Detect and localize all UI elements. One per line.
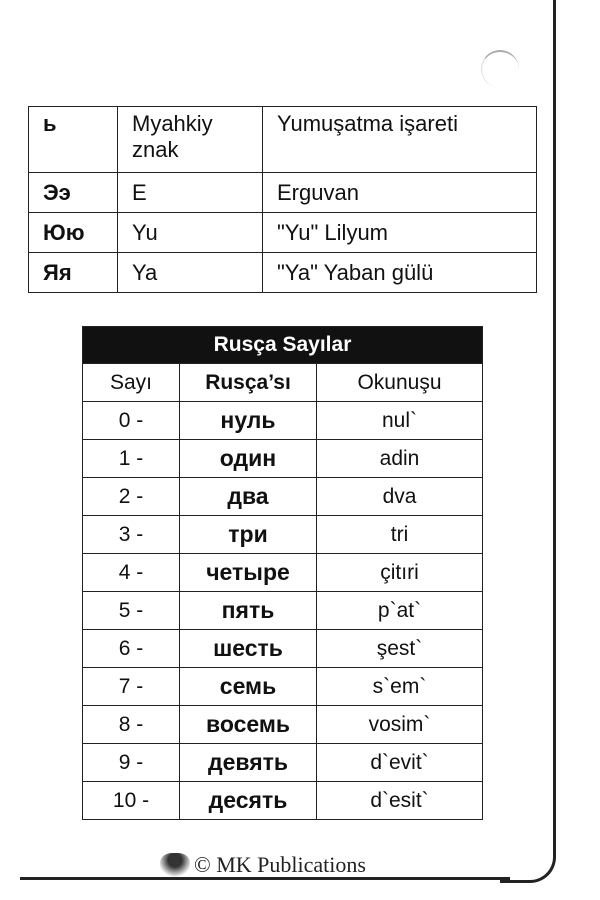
cell-pronunciation: adin: [317, 440, 483, 478]
card-edge: [553, 0, 556, 850]
cell-russian: девять: [180, 744, 317, 782]
numbers-table: [82, 326, 483, 820]
cell-number: 0 -: [83, 402, 180, 440]
cell-russian: шесть: [180, 630, 317, 668]
cell-pronunciation: s`em`: [317, 668, 483, 706]
cell-number: 6 -: [83, 630, 180, 668]
table-row: [83, 706, 483, 744]
cell-number: 7 -: [83, 668, 180, 706]
cell-pronunciation: d`evit`: [317, 744, 483, 782]
cell-russian: десять: [180, 782, 317, 820]
cell-pronunciation: tri: [317, 516, 483, 554]
publisher-logo-icon: [160, 853, 190, 877]
cell-russian: один: [180, 440, 317, 478]
table-row: [83, 440, 483, 478]
cell-russian: семь: [180, 668, 317, 706]
cell-russian: нуль: [180, 402, 317, 440]
cell-number: 1 -: [83, 440, 180, 478]
table-row: [83, 782, 483, 820]
card-corner: [500, 820, 556, 883]
table-row: [29, 107, 537, 173]
table-row: [83, 516, 483, 554]
footer: [160, 852, 366, 878]
cell-pronunciation: p`at`: [317, 592, 483, 630]
cell-pronunciation: çitıri: [317, 554, 483, 592]
cell-example: "Yu" Lilyum: [263, 213, 537, 253]
cell-example: Yumuşatma işareti: [263, 107, 537, 173]
cell-russian: три: [180, 516, 317, 554]
alphabet-table: [28, 106, 537, 293]
cell-letter: Ээ: [29, 173, 118, 213]
table-row: [83, 592, 483, 630]
cell-pronunciation: d`esit`: [317, 782, 483, 820]
cell-name: Myahkiy znak: [118, 107, 263, 173]
cell-pronunciation: vosim`: [317, 706, 483, 744]
table-row: [83, 668, 483, 706]
cell-number: 10 -: [83, 782, 180, 820]
cell-number: 5 -: [83, 592, 180, 630]
cell-pronunciation: dva: [317, 478, 483, 516]
cell-name: E: [118, 173, 263, 213]
cell-russian: пять: [180, 592, 317, 630]
table-row: [29, 213, 537, 253]
cell-letter: Яя: [29, 253, 118, 293]
cell-pronunciation: nul`: [317, 402, 483, 440]
cell-name: Ya: [118, 253, 263, 293]
cell-number: 8 -: [83, 706, 180, 744]
cell-russian: четыре: [180, 554, 317, 592]
header-row: [83, 364, 483, 402]
col-header: Rusça’sı: [180, 364, 317, 402]
cell-russian: два: [180, 478, 317, 516]
cell-number: 3 -: [83, 516, 180, 554]
table-row: [29, 253, 537, 293]
cell-letter: ь: [29, 107, 118, 173]
cell-letter: Юю: [29, 213, 118, 253]
cell-number: 9 -: [83, 744, 180, 782]
punch-hole: [481, 50, 519, 88]
table-row: [83, 630, 483, 668]
cell-example: Erguvan: [263, 173, 537, 213]
cell-number: 4 -: [83, 554, 180, 592]
table-row: [83, 478, 483, 516]
cell-pronunciation: şest`: [317, 630, 483, 668]
cell-number: 2 -: [83, 478, 180, 516]
col-header: Sayı: [83, 364, 180, 402]
table-row: [29, 173, 537, 213]
cell-name: Yu: [118, 213, 263, 253]
cell-example: "Ya" Yaban gülü: [263, 253, 537, 293]
col-header: Okunuşu: [317, 364, 483, 402]
table-row: [83, 744, 483, 782]
copyright-text: © MK Publications: [194, 852, 366, 877]
table-row: [83, 402, 483, 440]
table-row: [83, 554, 483, 592]
cell-russian: восемь: [180, 706, 317, 744]
numbers-table-title: Rusça Sayılar: [83, 327, 483, 364]
